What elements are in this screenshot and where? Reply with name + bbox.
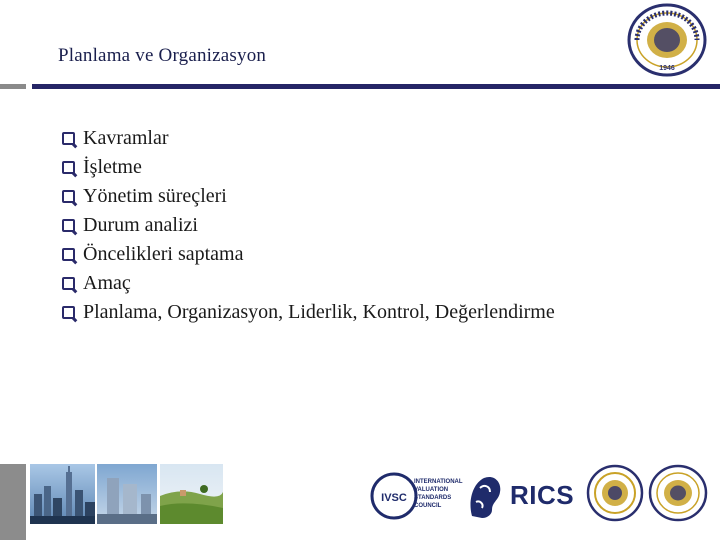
bullet-item xyxy=(62,298,555,327)
bullet-text: Yönetim süreçleri xyxy=(83,185,227,207)
checkbox-bullet-icon xyxy=(62,132,75,145)
rics-lion-icon xyxy=(466,472,506,520)
bullet-text: Planlama, Organizasyon, Liderlik, Kontrol, Değerlendirme xyxy=(83,301,555,323)
bullet-text: Kavramlar xyxy=(83,127,169,149)
ivsc-text: INTERNATIONAL VALUATION STANDARDS COUNCIL xyxy=(414,479,463,509)
ivsc-mark: IVSC xyxy=(381,492,407,504)
title-rule xyxy=(32,84,720,89)
bullet-list xyxy=(62,124,555,327)
bullet-text: İşletme xyxy=(83,156,142,178)
checkbox-bullet-icon xyxy=(62,219,75,232)
seal-year: 1946 xyxy=(659,65,675,72)
bullet-text: Öncelikleri saptama xyxy=(83,243,244,265)
checkbox-bullet-icon xyxy=(62,248,75,261)
ankara-university-seal-small-logo xyxy=(648,464,708,522)
rics-mark: RICS xyxy=(510,480,575,510)
ankara-university-seal-logo xyxy=(627,3,707,77)
checkbox-bullet-icon xyxy=(62,306,75,319)
footer-photo-landscape xyxy=(160,464,223,524)
bullet-item xyxy=(62,269,555,298)
bullet-item xyxy=(62,240,555,269)
footer-photo-city xyxy=(30,464,95,524)
footer-photo-towers xyxy=(97,464,157,524)
bullet-item xyxy=(62,211,555,240)
footer-gray-bar xyxy=(0,464,26,540)
university-seal-small-logo xyxy=(586,464,644,522)
checkbox-bullet-icon xyxy=(62,161,75,174)
title-rule-left xyxy=(0,84,26,89)
bullet-item xyxy=(62,124,555,153)
checkbox-bullet-icon xyxy=(62,190,75,203)
bullet-text: Durum analizi xyxy=(83,214,198,236)
bullet-item xyxy=(62,182,555,211)
checkbox-bullet-icon xyxy=(62,277,75,290)
bullet-text: Amaç xyxy=(83,272,131,294)
bullet-item xyxy=(62,153,555,182)
slide-title: Planlama ve Organizasyon xyxy=(58,45,267,66)
